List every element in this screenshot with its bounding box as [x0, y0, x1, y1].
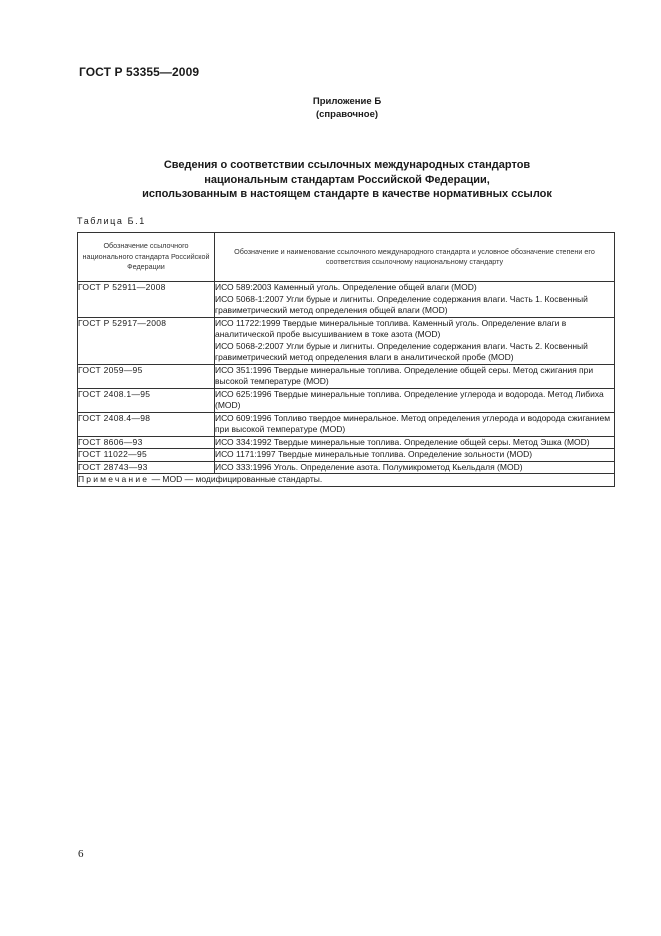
table-row: [78, 282, 615, 318]
national-standard-code: ГОСТ Р 52917—2008: [78, 317, 215, 364]
national-standard-code: ГОСТ 2408.4—98: [78, 412, 215, 436]
page-number: 6: [78, 848, 84, 860]
table-row: [78, 412, 615, 436]
description-line: ИСО 625:1996 Твердые минеральные топлива. Определение углерода и водорода. Метод Либиха (MOD): [215, 388, 604, 410]
international-standard-description: [215, 317, 615, 364]
title-line-3: использованным в настоящем стандарте в качестве нормативных ссылок: [142, 188, 552, 200]
section-title: [0, 158, 661, 202]
table-row: [78, 461, 615, 474]
national-standard-code: ГОСТ 11022—95: [78, 449, 215, 462]
column-header-international-standard: Обозначение и наименование ссылочного международного стандарта и условное обозначение степени его соответствия ссылочному национальному стандарту: [215, 233, 615, 282]
table-row: [78, 388, 615, 412]
international-standard-description: [215, 388, 615, 412]
international-standard-description: [215, 461, 615, 474]
international-standard-description: [215, 449, 615, 462]
description-line: ИСО 11722:1999 Твердые минеральные топлива. Каменный уголь. Определение влаги в аналитической пробе высушиванием в токе азота (MOD): [215, 317, 567, 339]
description-line: ИСО 1171:1997 Твердые минеральные топлива. Определение зольности (MOD): [215, 449, 533, 459]
table-note-row: [78, 474, 615, 487]
appendix-heading: [0, 95, 661, 121]
national-standard-code: ГОСТ 2408.1—95: [78, 388, 215, 412]
table-body: [78, 282, 615, 474]
description-line: ИСО 334:1992 Твердые минеральные топлива. Определение общей серы. Метод Эшка (MOD): [215, 436, 590, 447]
note-text: — MOD — модифицированные стандарты.: [149, 474, 323, 484]
international-standard-description: [215, 436, 615, 449]
table-row: [78, 317, 615, 364]
description-line: ИСО 5068-1:2007 Угли бурые и лигниты. Определение содержания влаги. Часть 1. Косвенный гравиметрический метод определения общей влаги (MOD): [215, 293, 588, 315]
national-standard-code: ГОСТ 8606—93: [78, 436, 215, 449]
international-standard-description: [215, 364, 615, 388]
table-row: [78, 436, 615, 449]
appendix-label: Приложение Б: [312, 96, 382, 107]
table-row: [78, 449, 615, 462]
appendix-type: (справочное): [315, 109, 379, 120]
table-header-row: [78, 233, 615, 282]
description-line: ИСО 589:2003 Каменный уголь. Определение общей влаги (MOD): [215, 282, 477, 292]
table-caption: Таблица Б.1: [77, 216, 146, 226]
description-line: ИСО 333:1996 Уголь. Определение азота. Полумикрометод Кьельдаля (MOD): [215, 461, 523, 472]
international-standard-description: [215, 282, 615, 318]
description-line: ИСО 609:1996 Топливо твердое минеральное. Метод определения углерода и водорода сжиганием при высокой температуре (MOD): [215, 412, 611, 434]
table-note: [78, 474, 615, 487]
title-line-1: Сведения о соответствии ссылочных международных стандартов: [163, 159, 531, 171]
references-table: [77, 232, 615, 487]
national-standard-code: ГОСТ 2059—95: [78, 364, 215, 388]
column-header-national-standard: Обозначение ссылочного национального стандарта Российской Федерации: [78, 233, 215, 282]
international-standard-description: [215, 412, 615, 436]
note-label: Примечание: [78, 474, 150, 484]
title-line-2: национальным стандартам Российской Федерации,: [204, 173, 490, 186]
national-standard-code: ГОСТ Р 52911—2008: [78, 282, 215, 318]
document-designation: ГОСТ Р 53355—2009: [79, 65, 200, 79]
national-standard-code: ГОСТ 28743—93: [78, 461, 215, 474]
description-line: ИСО 5068-2:2007 Угли бурые и лигниты. Определение содержания влаги. Часть 2. Косвенный гравиметрический метод определения влаги в аналитической пробе (MOD): [215, 340, 588, 362]
table-row: [78, 364, 615, 388]
description-line: ИСО 351:1996 Твердые минеральные топлива. Определение общей серы. Метод сжигания при высокой температуре (MOD): [215, 364, 594, 386]
